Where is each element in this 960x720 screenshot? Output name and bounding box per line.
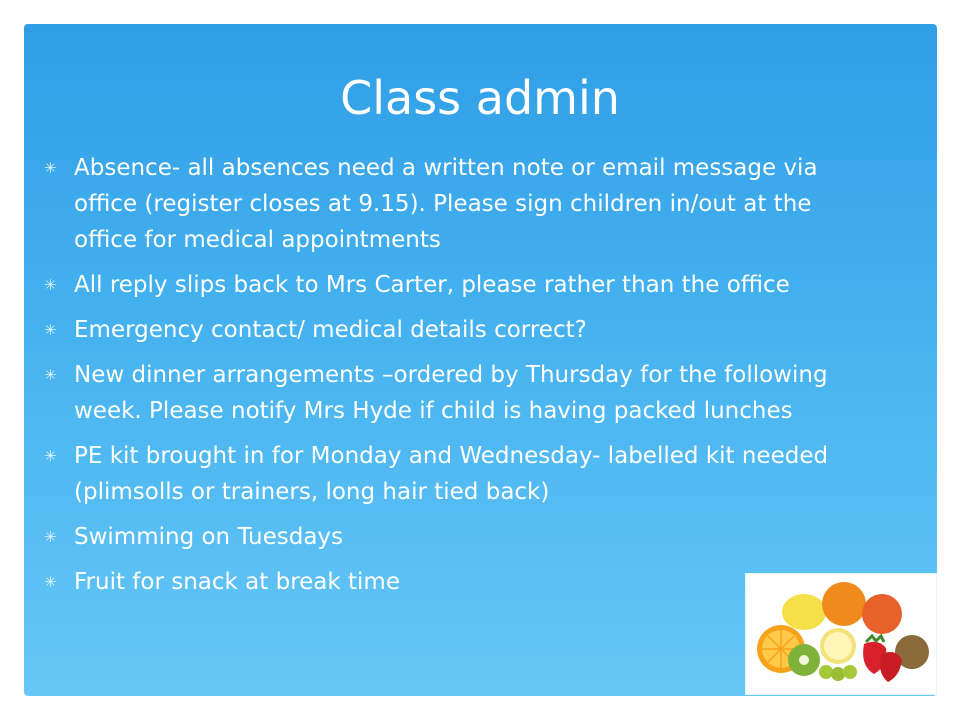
bullet-item — [44, 150, 874, 258]
lemon-icon — [782, 594, 826, 630]
bullet-item — [44, 519, 874, 555]
fruit-illustration — [746, 574, 936, 694]
bullet-text: PE kit brought in for Monday and Wednesday- labelled kit needed (plimsolls or trainers, long hair tied back) — [74, 443, 829, 505]
bullet-marker-icon: ✳ — [44, 366, 57, 384]
bullet-item — [44, 267, 874, 303]
orange-icon — [822, 582, 866, 626]
grape-icon — [819, 665, 833, 679]
bullet-text: All reply slips back to Mrs Carter, please rather than the office — [74, 272, 790, 298]
bullet-marker-icon: ✳ — [44, 276, 57, 294]
strawberry-icon — [880, 652, 902, 682]
bullet-list — [44, 150, 874, 609]
bullet-text: Absence- all absences need a written note or email message via office (register closes at 9.15). Please sign children in/out at the office for medical appointments — [74, 155, 818, 253]
fruit-photo — [745, 573, 937, 695]
bullet-marker-icon: ✳ — [44, 528, 57, 546]
bullet-item — [44, 438, 874, 510]
bullet-marker-icon: ✳ — [44, 573, 57, 591]
bullet-marker-icon: ✳ — [44, 321, 57, 339]
bullet-marker-icon: ✳ — [44, 159, 57, 177]
bullet-text: Emergency contact/ medical details correct? — [74, 317, 587, 343]
bullet-marker-icon: ✳ — [44, 447, 57, 465]
bullet-item — [44, 357, 874, 429]
grapefruit-icon — [862, 594, 902, 634]
bullet-item — [44, 312, 874, 348]
bullet-text: Swimming on Tuesdays — [74, 524, 344, 550]
slide-title: Class admin — [340, 71, 620, 125]
bullet-text: Fruit for snack at break time — [74, 569, 400, 595]
bullet-text: New dinner arrangements –ordered by Thursday for the following week. Please notify Mrs Hyde if child is having packed lunches — [74, 362, 828, 424]
